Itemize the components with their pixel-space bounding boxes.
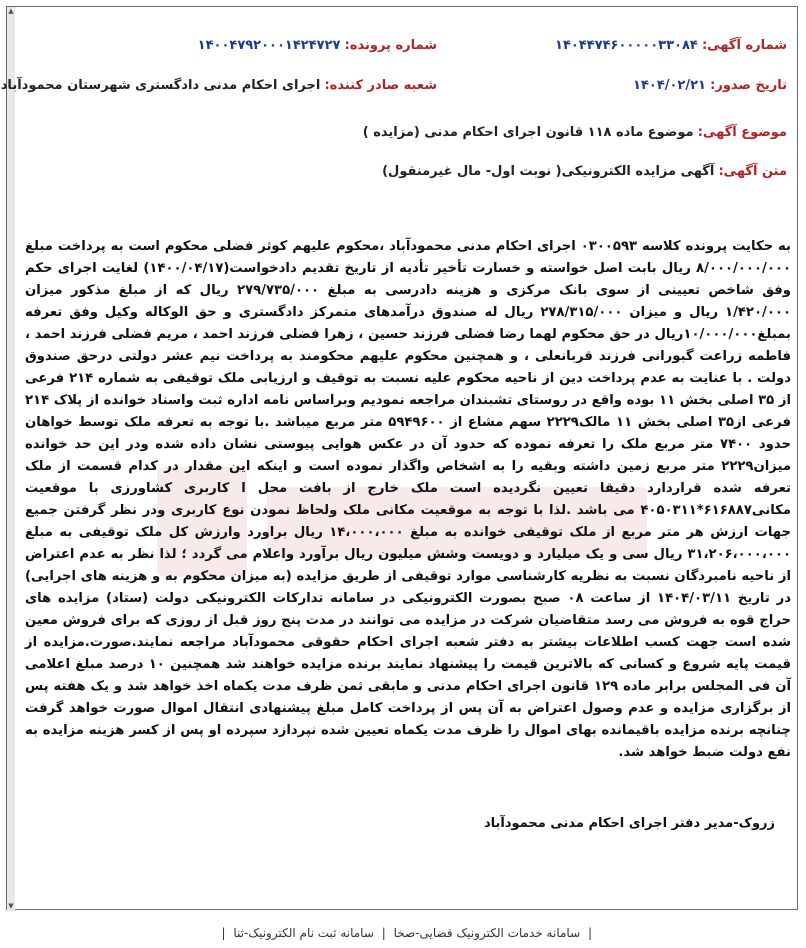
scroll-down-icon[interactable]: ▼ (8, 902, 14, 910)
subject-label: موضوع آگهی: (697, 125, 787, 140)
subject (363, 125, 787, 140)
case-number-value: ۱۴۰۰۴۷۹۲۰۰۰۱۴۲۴۷۲۷ (197, 38, 341, 53)
footer-divider: | (381, 926, 386, 940)
scroll-up-icon[interactable]: ▲ (8, 7, 14, 15)
signature: زروک-مدیر دفتر اجرای احکام مدنی محمودآباد (483, 816, 775, 831)
footer-divider: | (587, 926, 592, 940)
issuing-branch-label: شعبه صادر کننده: (324, 78, 437, 93)
footer (0, 920, 806, 948)
case-number (198, 38, 437, 53)
ad-number-value: ۱۴۰۴۴۷۴۶۰۰۰۰۰۳۳۰۸۴ (555, 38, 698, 53)
case-number-label: شماره پرونده: (344, 38, 437, 53)
subject-value: موضوع ماده ۱۱۸ قانون اجرای احکام مدنی (مزایده ) (362, 125, 694, 140)
text-title: آگهی مزایده الکترونیکی( نوبت اول- مال غیرمنقول) (382, 164, 715, 179)
footer-link-sakha[interactable]: سامانه خدمات الکترونیک قضایی-صخا (393, 926, 581, 940)
issue-date-value: ۱۴۰۴/۰۲/۲۱ (633, 78, 706, 93)
ad-number (555, 38, 787, 53)
footer-links (218, 926, 596, 940)
issuing-branch (1, 78, 437, 93)
text-heading (382, 164, 787, 179)
text-label: متن آگهی: (718, 164, 787, 179)
ad-number-label: شماره آگهی: (701, 38, 787, 53)
scrollbar[interactable] (7, 7, 15, 911)
issuing-branch-value: اجرای احکام مدنی دادگستری شهرستان محمودآباد (0, 78, 321, 93)
document-frame (0, 6, 798, 910)
issue-date-label: تاریخ صدور: (710, 78, 787, 93)
ad-body-paragraph: به حکایت پرونده کلاسه ۰۳۰۰۵۹۳ اجرای احکام مدنی محمودآباد ،محکوم علیهم کوثر فضلی محکوم است به پرداخت مبلغ ۸/۰۰۰/۰۰۰/۰۰۰ ریال بابت اصل خواسته و خسارت تأخیر تأدیه از تاریخ تقدیم دادخواست(۱۴۰۰/۰۴/۱۷) لغایت اجرای حکم وفق شاخص تعیینی از سوی بانک مرکزی و هزینه دادرسی به مبلغ ۲۷۹/۷۳۵/۰۰۰ ریال که از مبلغ مذکور میزان ۱/۴۲۰/۰۰۰ ریال و میزان ۲۷۸/۳۱۵/۰۰۰ ریال له صندوق درآمدهای متمرکز دادگستری و حق الوکاله وکیل وفق تعرفه بمبلغ۱۰/۰۰۰/۰۰۰ریال در حق محکوم لهما رضا فضلی فرزند حسین ، زهرا فضلی فرزند احمد ، مریم فضلی فرزند احمد ، فاطمه زراعت گبورانی فرزند قربانعلی ، و همچنین محکوم علیهم محکومند به پرداخت نیم عشر دولتی درحق صندوق دولت . با عنایت به عدم پرداخت دین از ناحیه محکوم علیه نسبت به توقیف و ارزیابی ملک توقیفی به شماره ۲۱۴ فرعی از ۳۵ اصلی بخش ۱۱ بوده واقع در روستای تشبندان مراجعه نمودیم وبراساس نامه اداره ثبت واسناد خوانده از پلاک ۲۱۴ فرعی از۳۵ اصلی بخش ۱۱ مالک۲۲۲۹ سهم مشاع از ۵۹۴۹۶۰۰ متر مربع میباشد .با توجه به تعرفه ملک توسط خواهان حدود ۷۴۰۰ متر مربع ملک را تعرفه نموده که حدود آن در عکس هوایی پیوستی نشان داده شده ودر این حد خوانده میزان۲۲۲۹ متر مربع زمین داشته وبقیه را به اشخاص واگذار نموده است و اینکه این مقدار در کدام قسمت از ملک تعرفه شده قراردارد دقیقا تعیین نگردیده است ملک خارج از بافت محل ا کاربری کشاورزی با موقعیت مکانی۶۱۶۸۸۷*۴۰۵۰۳۱۱ می باشد .لذا با توجه به موقعیت مکانی ملک ولحاظ نمودن نوع کاربری ودر نظر گرفتن جمیع جهات ارزش هر متر مربع از ملک توقیفی خوانده به مبلغ ۱۴،۰۰۰،۰۰۰ ریال براورد وارزش کل ملک توقیفی به مبلغ ۳۱،۲۰۶،۰۰۰،۰۰۰ ریال سی و یک میلیارد و دویست وشش میلیون ریال برآورد واعلام می گردد ؛ لذا نظر به عدم اعتراض از ناحیه نامبردگان نسبت به نظریه کارشناسی موارد توقیفی از طریق مزایده (به میزان محکوم به و هزینه های اجرایی) در تاریخ ۱۴۰۴/۰۳/۱۱ از ساعت ۰۸ صبح بصورت الکترونیکی در سامانه تدارکات الکترونیکی دولت (ستاد) مزایده های حراج قوه به فروش می رسد متقاضیان شرکت در مزایده می توانند در مدت پنج روز قبل از روزی که برای فروش معین شده است جهت کسب اطلاعات بیشتر به دفتر شعبه اجرای احکام حقوقی محمودآباد مراجعه نمایند.صورت.مزایده از قیمت پایه شروع و کسانی که بالاترین قیمت را پیشنهاد نمایند برنده مزایده خواهند شد همچنین ۱۰ درصد مبلغ اعلامی آن فی المجلس برابر ماده ۱۲۹ قانون اجرای احکام مدنی و مابقی ثمن ظرف مدت یکماه اخذ خواهد شد و یک هفته پس از برگزاری مزایده و عدم وصول اعتراض به آن پس از پرداخت کامل مبلغ پیشنهادی انتقال اموال صورت خواهد گرفت چنانچه برنده مزایده باقیمانده بهای اموال را ظرف مدت یکماه تعیین شده نپردازد سپرده او پس از کسر هزینه مزایده به نفع دولت ضبط خواهد شد. (25, 239, 792, 760)
footer-link-sana[interactable]: سامانه ثبت نام الکترونیک-ثنا (233, 926, 374, 940)
issue-date (633, 78, 787, 93)
footer-divider: | (221, 926, 226, 940)
